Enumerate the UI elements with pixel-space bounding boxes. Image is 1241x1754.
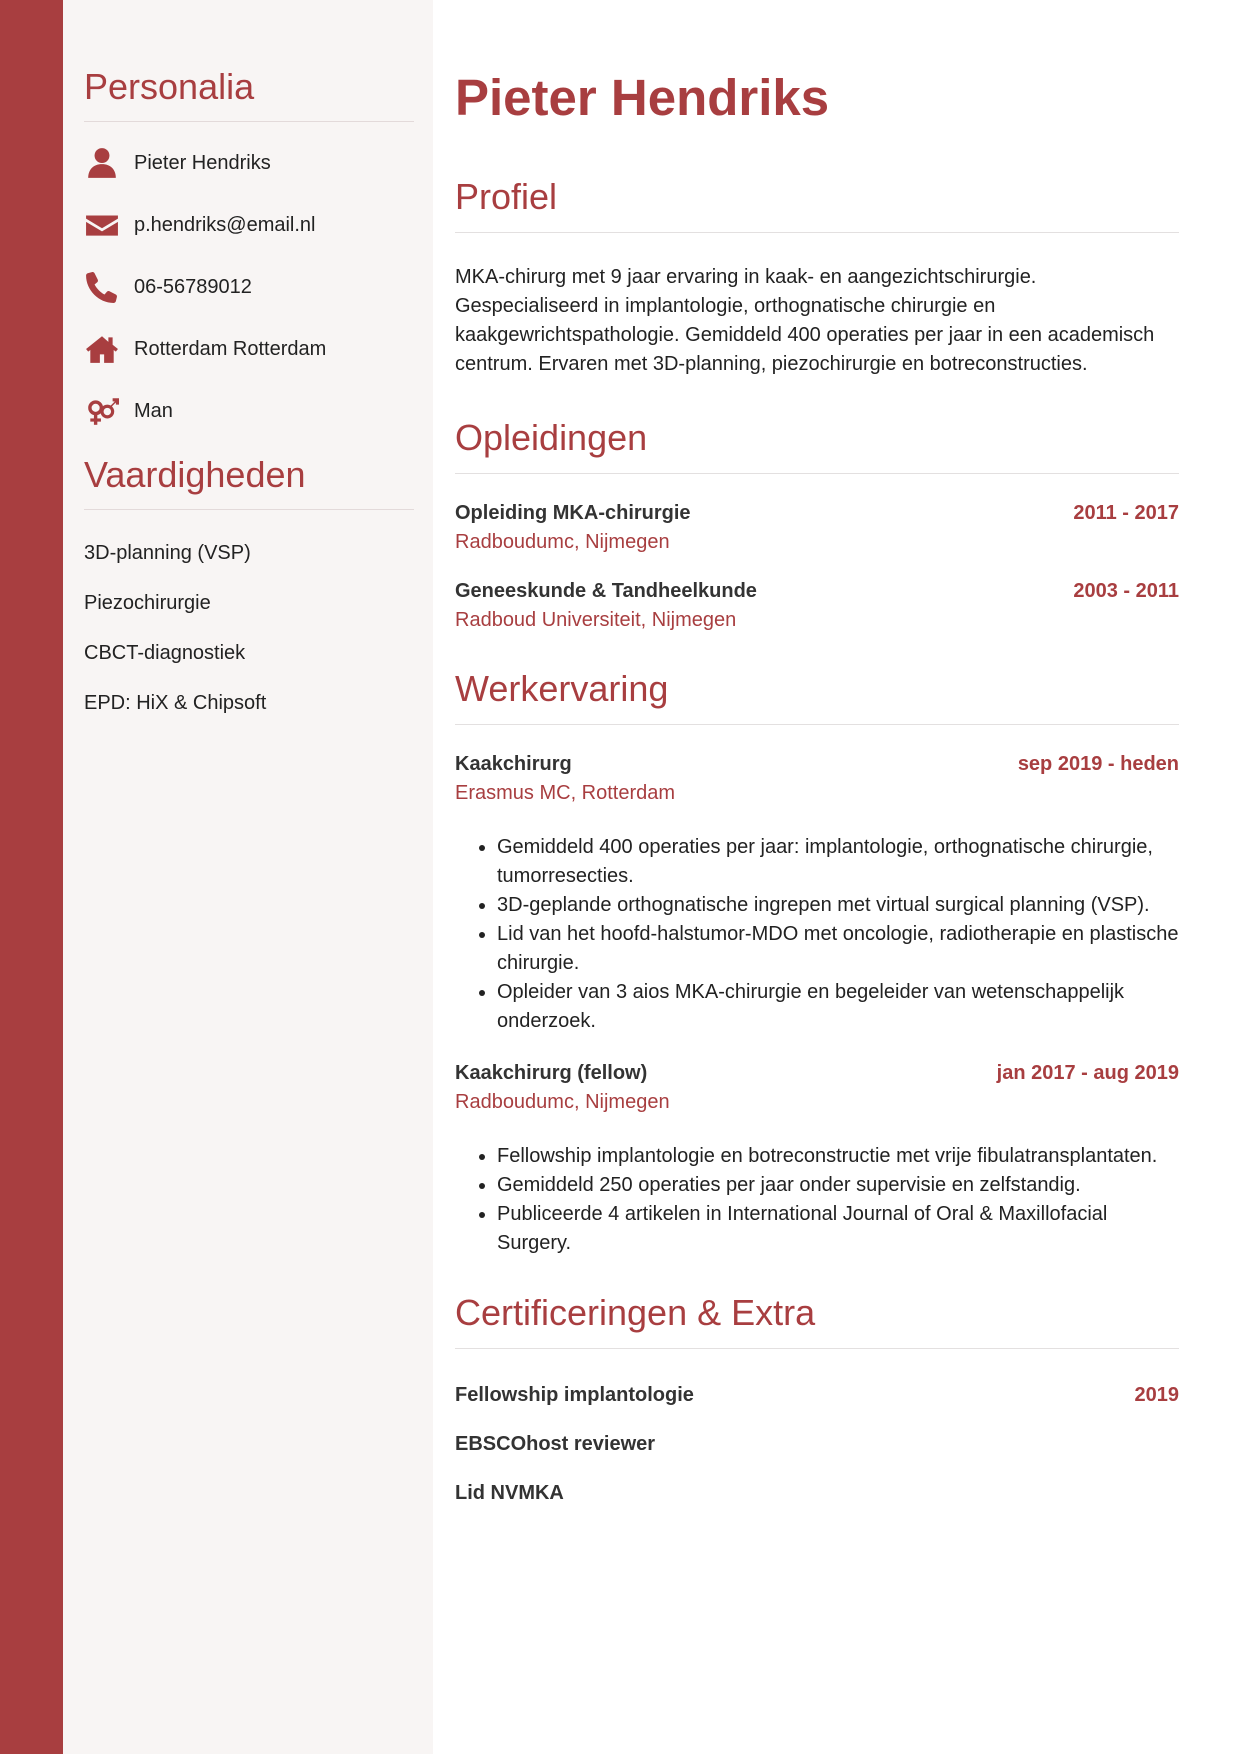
certification-date: 2019 xyxy=(1134,1384,1179,1406)
work-bullet: • Publiceerde 4 artikelen in International Journal of Oral & Maxillofacial Surgery. xyxy=(497,1200,1179,1258)
contact-gender xyxy=(84,380,414,442)
work-title: Kaakchirurg (fellow) xyxy=(455,1062,648,1084)
education-entry xyxy=(455,580,1179,632)
work-date: sep 2019 - heden xyxy=(1017,753,1179,775)
certification-title: Fellowship implantologie xyxy=(455,1384,694,1406)
education-title: Opleiding MKA-chirurgie xyxy=(455,502,691,524)
work-bullet: • 3D-geplande orthognatische ingrepen met virtual surgical planning (VSP). xyxy=(497,891,1179,920)
work-bullet: • Lid van het hoofd-halstumor-MDO met oncologie, radiotherapie en plastische chirurgie. xyxy=(497,920,1179,978)
work-org: Erasmus MC, Rotterdam xyxy=(455,782,676,804)
contact-email xyxy=(84,194,414,256)
main-content xyxy=(455,0,1179,1518)
education-entry xyxy=(455,502,1179,554)
work-heading: Werkervaring xyxy=(455,668,1179,725)
certification-title: Lid NVMKA xyxy=(455,1482,564,1504)
skill-item: EPD: HiX & Chipsoft xyxy=(84,692,267,714)
work-entry xyxy=(455,753,1179,1036)
profile-heading: Profiel xyxy=(455,176,1179,233)
certification-item xyxy=(455,1371,1179,1420)
contact-address xyxy=(84,318,414,380)
work-bullet: • Gemiddeld 250 operaties per jaar onder supervisie en zelfstandig. xyxy=(497,1171,1179,1200)
accent-stripe xyxy=(0,0,63,1754)
phone-icon xyxy=(84,269,120,305)
education-date: 2011 - 2017 xyxy=(1073,502,1179,524)
sidebar xyxy=(63,0,433,1754)
education-org: Radboudumc, Nijmegen xyxy=(455,531,670,553)
certification-item xyxy=(455,1469,1179,1518)
work-title: Kaakchirurg xyxy=(455,753,572,775)
gender-icon xyxy=(84,393,120,429)
home-icon xyxy=(84,331,120,367)
skills-heading: Vaardigheden xyxy=(84,454,414,510)
work-date: jan 2017 - aug 2019 xyxy=(996,1062,1179,1084)
skill-item: Piezochirurgie xyxy=(84,592,211,614)
contact-gender-text: Man xyxy=(134,399,173,422)
envelope-icon xyxy=(84,207,120,243)
contact-phone xyxy=(84,256,414,318)
contact-name-text: Pieter Hendriks xyxy=(134,151,271,174)
contact-name xyxy=(84,132,414,194)
certifications-heading: Certificeringen & Extra xyxy=(455,1292,1179,1349)
certifications-list xyxy=(455,1371,1179,1518)
skills-list xyxy=(84,528,414,728)
work-org: Radboudumc, Nijmegen xyxy=(455,1091,670,1113)
certification-item xyxy=(455,1420,1179,1469)
work-bullet: • Opleider van 3 aios MKA-chirurgie en begeleider van wetenschappelijk onderzoek. xyxy=(497,978,1179,1036)
profile-text: MKA-chirurg met 9 jaar ervaring in kaak- en aangezichtschirurgie. Gespecialiseerd in implantologie, orthognatische chirurgie en kaakgewrichtspathologie. Gemiddeld 400 operaties per jaar in een academisch centrum. Ervaren met 3D-planning, piezochirurgie en botreconstructies. xyxy=(455,266,1155,375)
work-bullets xyxy=(455,833,1179,1036)
personalia-heading: Personalia xyxy=(84,66,414,122)
candidate-name: Pieter Hendriks xyxy=(455,69,830,126)
education-heading: Opleidingen xyxy=(455,417,1179,474)
work-bullets xyxy=(455,1142,1179,1258)
education-title: Geneeskunde & Tandheelkunde xyxy=(455,580,757,602)
certification-title: EBSCOhost reviewer xyxy=(455,1433,656,1455)
work-entry xyxy=(455,1062,1179,1258)
education-date: 2003 - 2011 xyxy=(1073,580,1179,602)
contact-phone-text: 06-56789012 xyxy=(134,275,252,298)
education-org: Radboud Universiteit, Nijmegen xyxy=(455,609,737,631)
work-bullet: • Gemiddeld 400 operaties per jaar: implantologie, orthognatische chirurgie, tumorresecties. xyxy=(497,833,1179,891)
user-icon xyxy=(84,145,120,181)
work-bullet: • Fellowship implantologie en botreconstructie met vrije fibulatransplantaten. xyxy=(497,1142,1179,1171)
skill-item: CBCT-diagnostiek xyxy=(84,642,246,664)
skill-item: 3D-planning (VSP) xyxy=(84,542,251,564)
contact-address-text: Rotterdam Rotterdam xyxy=(134,337,327,360)
contact-email-text: p.hendriks@email.nl xyxy=(134,213,316,236)
